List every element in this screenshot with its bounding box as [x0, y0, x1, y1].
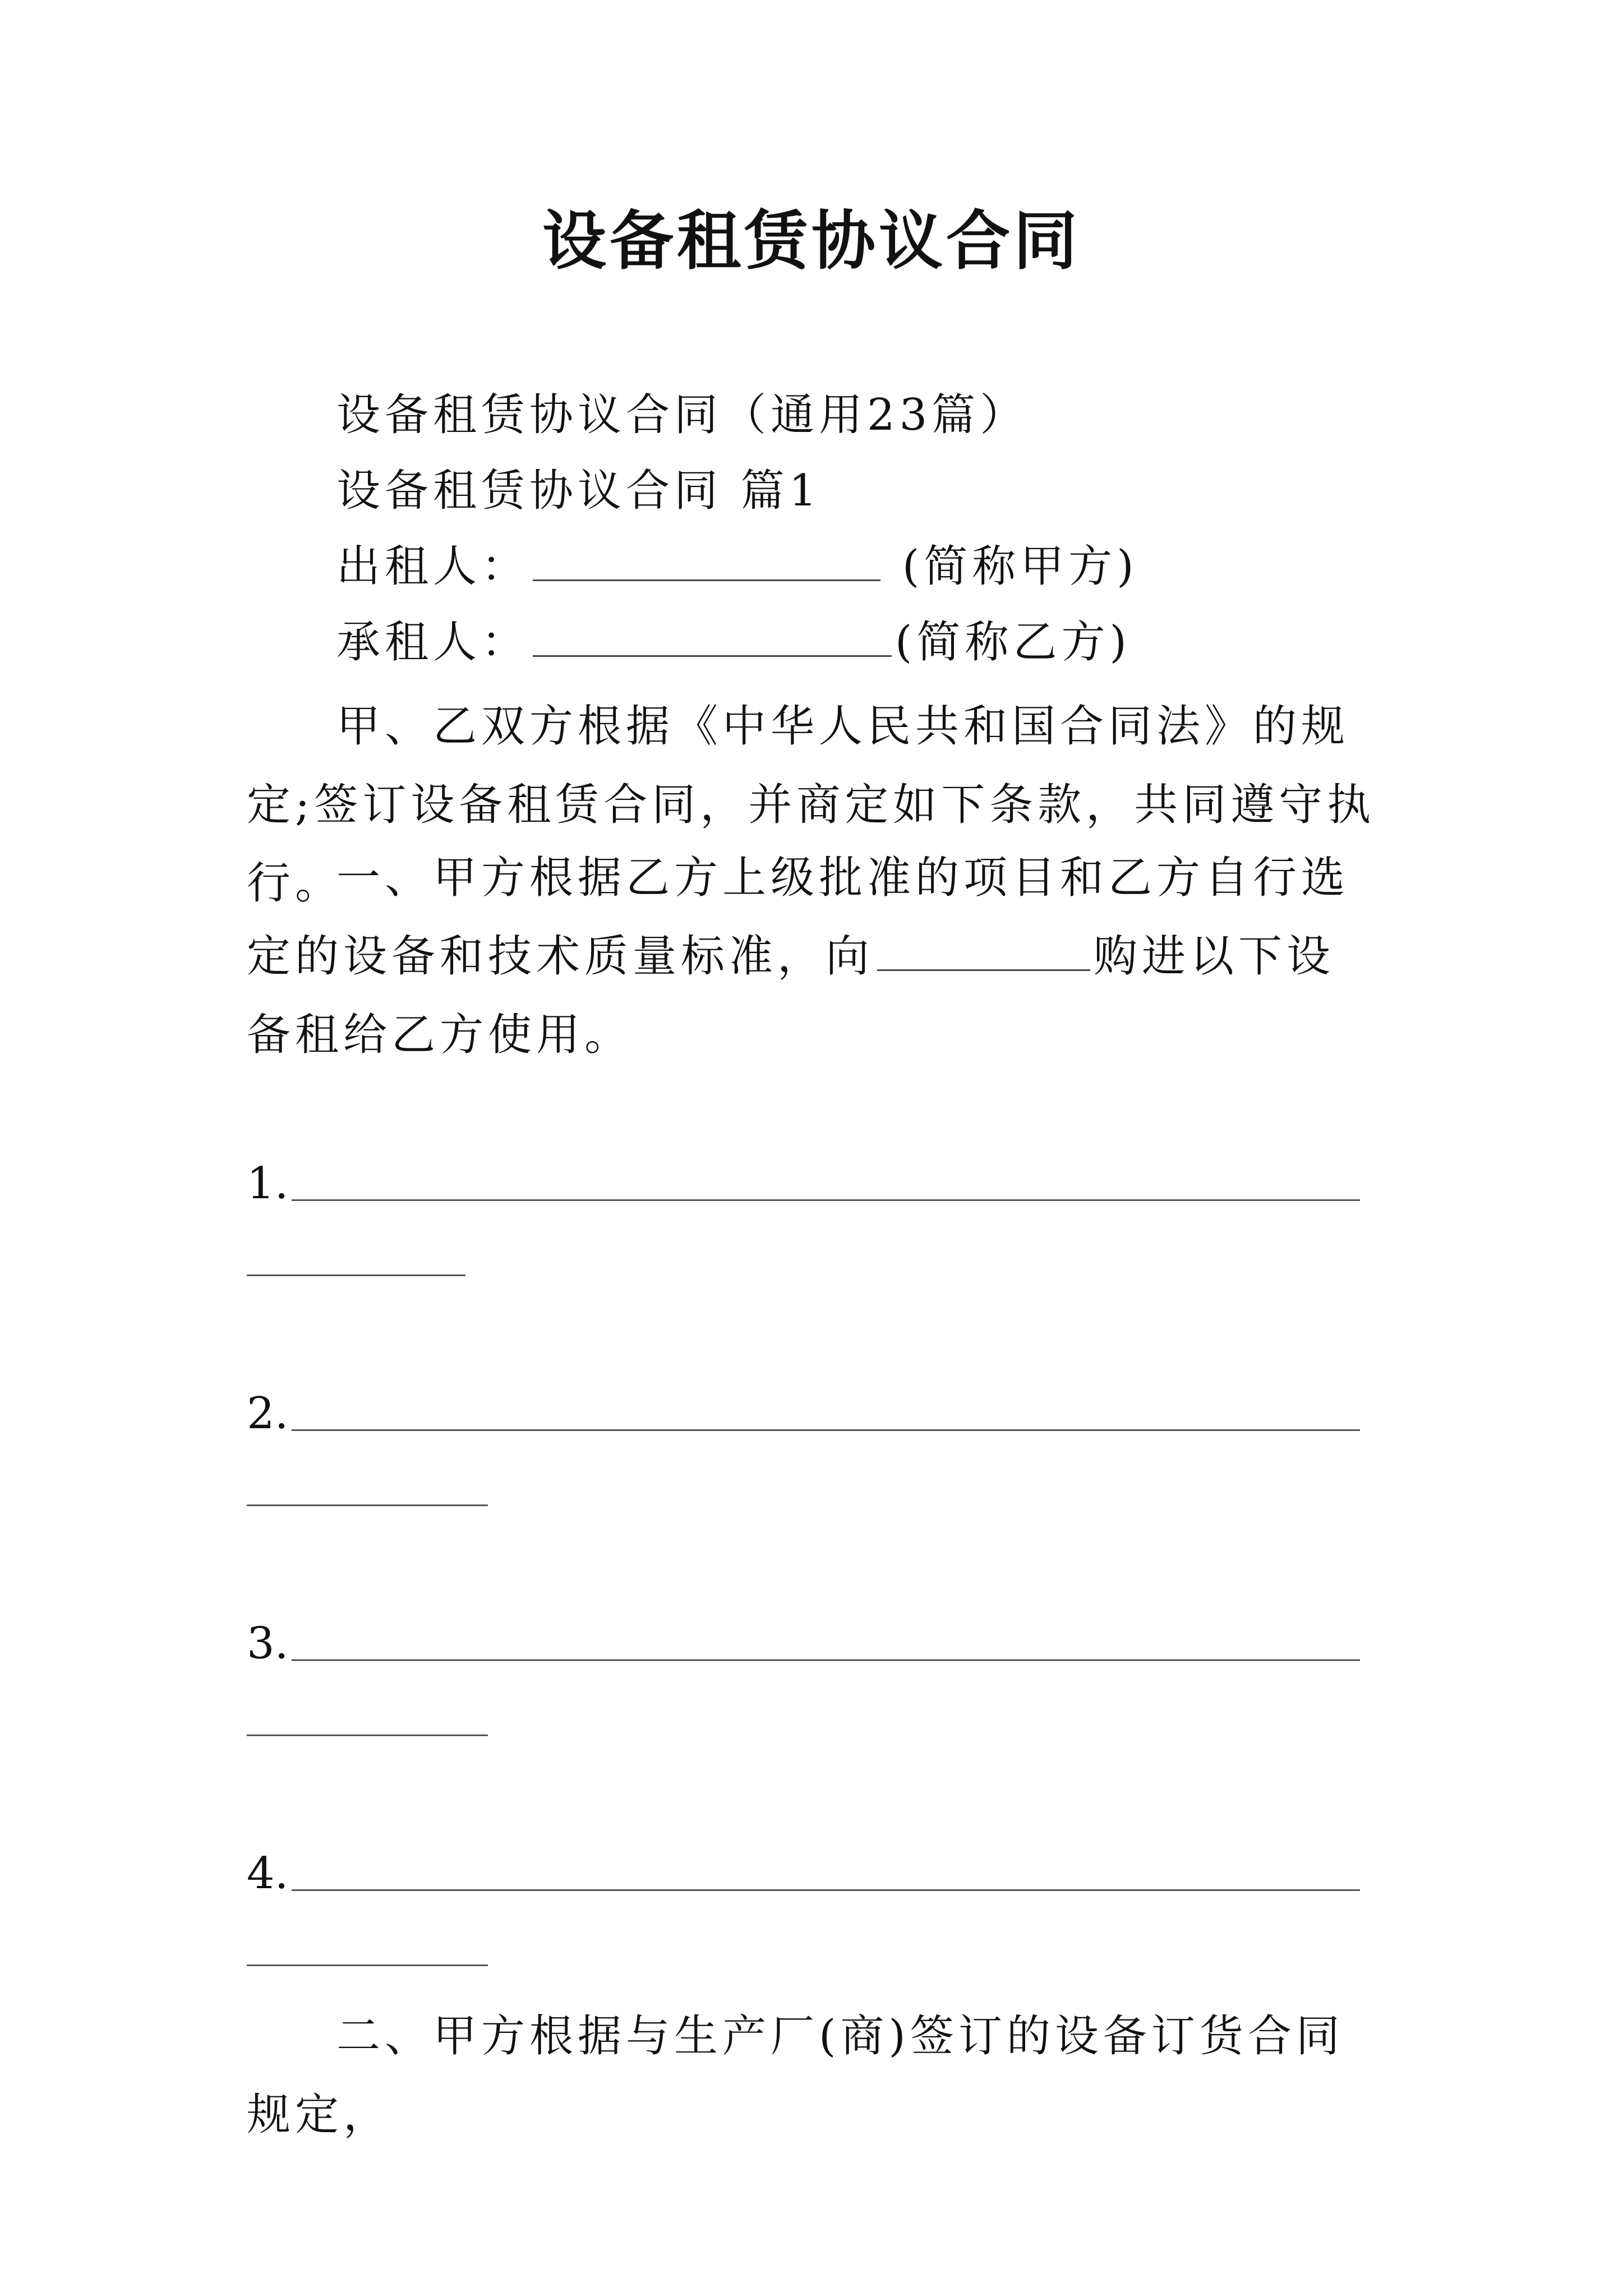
item-3-blank-line — [292, 1659, 1360, 1661]
item-4-blank-line — [292, 1889, 1360, 1891]
lessor-line — [336, 539, 1138, 595]
clause-one-text-b: 购进以下设备租给乙方使用。 — [247, 931, 1335, 1060]
lessee-label: 承租人： — [336, 617, 530, 668]
supplier-blank — [877, 932, 1090, 971]
item-4-blank-continuation — [247, 1964, 488, 1966]
document-title: 设备租赁协议合同 — [542, 204, 1081, 278]
clause-one-text-a: 一、甲方根据乙方上级批准的项目和乙方自行选定的设备和技术质量标准，向 — [247, 853, 1350, 982]
item-number-3: 3. — [247, 1618, 289, 1669]
clause-two-paragraph: 二、甲方根据与生产厂(商)签订的设备订货合同规定， — [247, 2011, 1344, 2140]
lessor-label: 出租人： — [336, 541, 530, 592]
item-1-blank-line — [292, 1199, 1360, 1201]
document-subtitle: 设备租赁协议合同（通用23篇） — [336, 390, 1029, 440]
lessee-blank — [533, 618, 892, 657]
lessee-line — [336, 614, 1131, 670]
item-2-blank-continuation — [247, 1504, 488, 1506]
section-heading: 设备租赁协议合同 篇1 — [336, 466, 822, 516]
intro-paragraph: 甲、乙双方根据《中华人民共和国合同法》的规定;签订设备租赁合同，并商定如下条款，共同遵守执行。 — [247, 701, 1376, 909]
lessee-suffix: (简称乙方) — [895, 617, 1131, 668]
item-3-blank-continuation — [247, 1734, 488, 1736]
item-number-1: 1. — [247, 1158, 289, 1209]
item-1-blank-continuation — [247, 1274, 465, 1276]
item-number-4: 4. — [247, 1848, 289, 1899]
clause-one-paragraph — [247, 839, 1380, 1074]
lessor-blank — [533, 542, 880, 581]
item-2-blank-line — [292, 1429, 1360, 1431]
item-number-2: 2. — [247, 1388, 289, 1439]
lessor-suffix: (简称甲方) — [902, 541, 1138, 592]
